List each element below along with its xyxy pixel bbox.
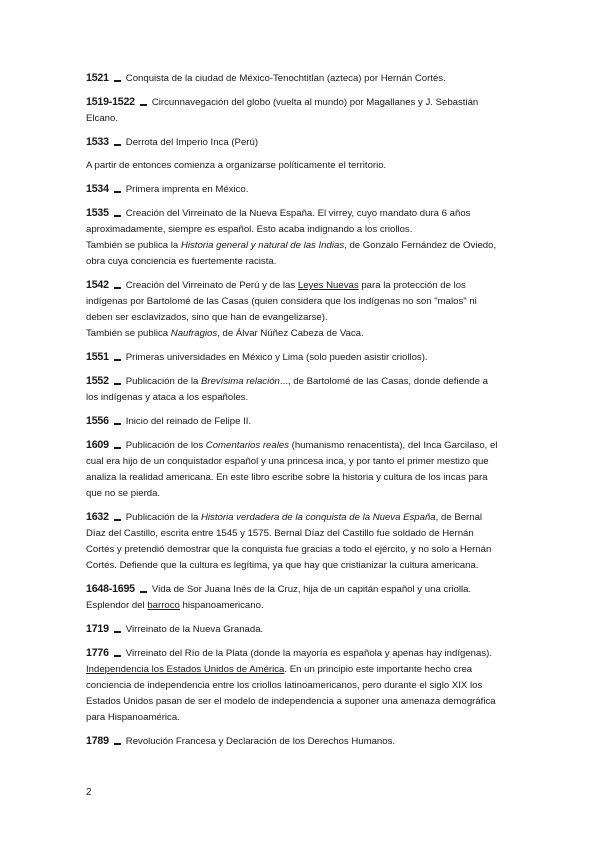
entry-text-line: analiza la realidad americana. En este libro escribe sobre la historia y cultura de los incas para <box>86 472 488 483</box>
entry-text-line: deben ser esclavizados, sino que han de evangelizarse). <box>86 312 328 323</box>
note-text: A partir de entonces comienza a organizarse políticamente el territorio. <box>86 160 387 171</box>
dash-icon <box>114 287 121 289</box>
entry-year: 1534 <box>86 183 109 195</box>
entry-text: Virreinato de la Nueva Granada. <box>125 624 264 635</box>
entry-text: Inicio del reinado de Felipe II. <box>125 416 252 427</box>
timeline-entry-1542 <box>86 277 526 342</box>
dash-icon <box>114 215 121 217</box>
entry-year: 1521 <box>86 72 109 84</box>
entry-year: 1609 <box>86 439 109 451</box>
dash-icon <box>114 191 121 193</box>
entry-text-line: Cortés. Defiende que la cultura es legítima, ya que hay que cristianizar la cultura americana. <box>86 560 479 571</box>
extra-pre: También se publica la <box>86 240 181 251</box>
timeline-entry-1609 <box>86 437 526 502</box>
entry-text-line: que no se pierda. <box>86 488 161 499</box>
dash-icon <box>114 447 121 449</box>
entry-text-line: para Hispanoamérica. <box>86 712 180 723</box>
entry-text-line: Cortés y pretendió demostrar que la conquista fue gracias a todo el ejército, y no solo a Hernán <box>86 544 492 555</box>
book-title: Brevísima relación <box>200 376 280 387</box>
dash-icon <box>114 519 121 521</box>
timeline-entry-1533 <box>86 134 526 151</box>
entry-text-line: Díaz del Castillo, escrita entre 1545 y 1575. Bernal Díaz del Castillo fue soldado de Hernán <box>86 528 474 539</box>
entry-year: 1519-1522 <box>86 96 135 108</box>
timeline-entry-1551 <box>86 349 526 366</box>
dash-icon <box>114 144 121 146</box>
entry-text: Primeras universidades en México y Lima (solo pueden asistir criollos). <box>125 352 428 363</box>
entry-text: Vida de Sor Juana Inés de la Cruz, hija de un capitán español y una criolla. <box>151 584 472 595</box>
timeline-entry-1519-1522 <box>86 94 526 127</box>
entry-text-line: Estados Unidos pasan de ser el modelo de independencia a suponer una amenaza demográfica <box>86 696 496 707</box>
entry-text: Circunnavegación del globo (vuelta al mundo) por Magallanes y J. Sebastián <box>151 97 479 108</box>
entry-extra-line: obra cuya conciencia es fuertemente racista. <box>86 256 277 267</box>
entry-year: 1552 <box>86 375 109 387</box>
entry-text-line <box>86 598 526 614</box>
entry-text: Conquista de la ciudad de México-Tenochtitlan (azteca) por Hernán Cortés. <box>125 73 446 84</box>
dash-icon <box>114 631 121 633</box>
timeline-entry-1521 <box>86 70 526 87</box>
entry-text-post: , de Bernal <box>435 512 483 523</box>
entry-text: Primera imprenta en México. <box>125 184 249 195</box>
entry-year: 1535 <box>86 207 109 219</box>
entry-year: 1556 <box>86 415 109 427</box>
text-pre: Esplendor del <box>86 600 148 611</box>
entry-year: 1648-1695 <box>86 583 135 595</box>
entry-text: Revolución Francesa y Declaración de los Derechos Humanos. <box>125 736 396 747</box>
timeline-entry-1632 <box>86 509 526 574</box>
book-title: Comentarios reales <box>205 440 289 451</box>
entry-text: Derrota del Imperio Inca (Perú) <box>125 137 259 148</box>
leyes-nuevas-link[interactable]: Leyes Nuevas <box>297 280 359 291</box>
independencia-link[interactable]: Independencia los Estados Unidos de América <box>86 664 285 675</box>
extra-post: , de Álvar Núñez Cabeza de Vaca. <box>217 328 364 339</box>
book-title: Historia verdadera de la conquista de la Nueva España <box>200 512 436 523</box>
entry-text-line: cual era hijo de un conquistador español y una princesa inca, y por tanto el primer mestizo que <box>86 456 489 467</box>
timeline-entry-1648-1695 <box>86 581 526 614</box>
dash-icon <box>114 80 121 82</box>
timeline-entry-1552 <box>86 373 526 406</box>
timeline-entry-1535 <box>86 205 526 270</box>
entry-text-pre: Publicación de la <box>125 376 201 387</box>
entry-text-line: aproximadamente, siempre es español. Esto acaba indignando a los criollos. <box>86 224 413 235</box>
timeline-entry-1719 <box>86 621 526 638</box>
document-page <box>86 70 526 757</box>
entry-text-pre: Publicación de los <box>125 440 206 451</box>
entry-text-line: indígenas por Bartolomé de las Casas (quien considera que los indígenas no son "malos" ni <box>86 296 477 307</box>
dash-icon <box>140 104 147 106</box>
book-title: Naufragios <box>170 328 218 339</box>
entry-text-post: para la protección de los <box>358 280 466 291</box>
timeline-entry-1534 <box>86 181 526 198</box>
entry-text-line: conciencia de independencia entre los criollos latinoamericanos, pero durante el siglo XIX los <box>86 680 483 691</box>
entry-text: Virreinato del Río de la Plata (donde la mayoría es española y apenas hay indígenas). <box>125 648 492 659</box>
entry-text-line <box>86 662 526 678</box>
book-title: Historia general y natural de las Indias <box>180 240 345 251</box>
entry-year: 1533 <box>86 136 109 148</box>
dash-icon <box>114 655 121 657</box>
entry-text-pre: Creación del Virreinato de Perú y de las <box>125 280 298 291</box>
timeline-entry-1556 <box>86 413 526 430</box>
extra-pre: También se publica <box>86 328 171 339</box>
extra-post: , de Gonzalo Fernández de Oviedo, <box>344 240 497 251</box>
entry-year: 1542 <box>86 279 109 291</box>
entry-text-pre: Publicación de la <box>125 512 201 523</box>
dash-icon <box>114 743 121 745</box>
entry-year: 1551 <box>86 351 109 363</box>
entry-text: Creación del Virreinato de la Nueva España. El virrey, cuyo mandato dura 6 años <box>125 208 471 219</box>
text-post: hispanoamericano. <box>179 600 264 611</box>
dash-icon <box>140 591 147 593</box>
entry-year: 1632 <box>86 511 109 523</box>
entry-extra-line <box>86 326 526 342</box>
entry-year: 1789 <box>86 735 109 747</box>
dash-icon <box>114 383 121 385</box>
entry-text-post: ..., de Bartolomé de las Casas, donde defiende a <box>279 376 488 387</box>
entry-text-line: los indígenas y ataca a los españoles. <box>86 392 249 403</box>
text-post: . En un principio este importante hecho crea <box>284 664 473 675</box>
barroco-link[interactable]: barroco <box>147 600 180 611</box>
page-number: 2 <box>86 787 92 798</box>
dash-icon <box>114 359 121 361</box>
dash-icon <box>114 423 121 425</box>
entry-text-post: (humanismo renacentista), del Inca Garcilaso, el <box>288 440 498 451</box>
timeline-entry-1789 <box>86 733 526 750</box>
timeline-note <box>86 158 526 174</box>
entry-text-line: Elcano. <box>86 113 118 124</box>
timeline-entry-1776 <box>86 645 526 726</box>
entry-extra-line <box>86 238 526 254</box>
entry-year: 1776 <box>86 647 109 659</box>
entry-year: 1719 <box>86 623 109 635</box>
